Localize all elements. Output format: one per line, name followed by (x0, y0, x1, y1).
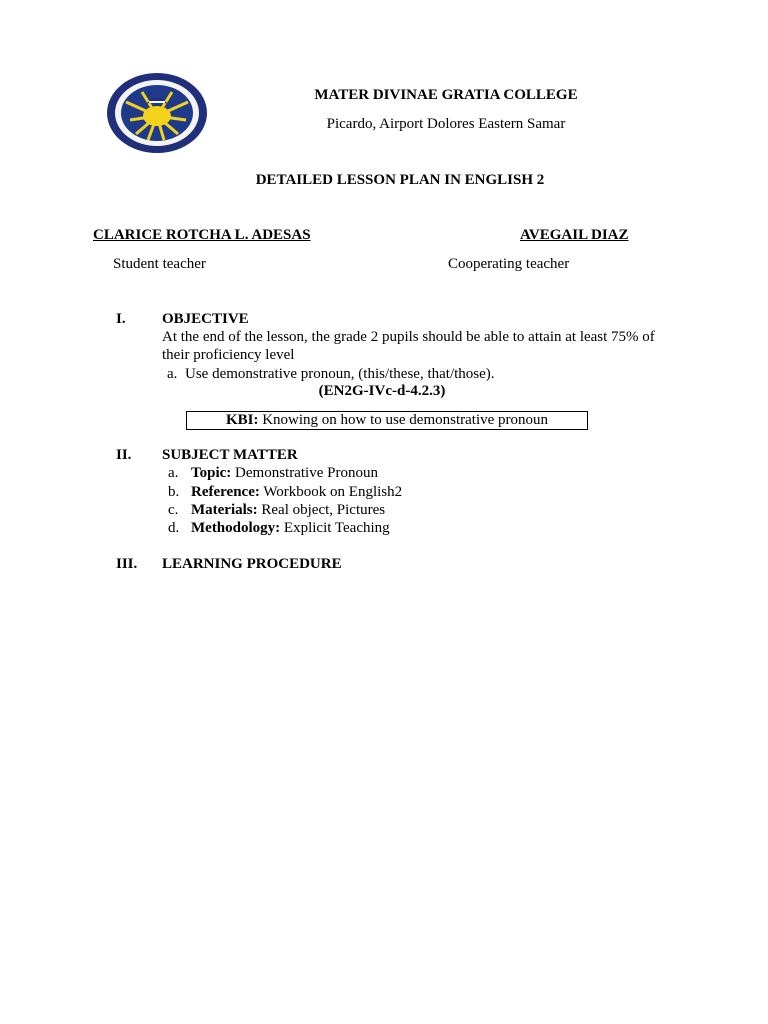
objective-item-letter: a. (167, 366, 178, 382)
document-title: DETAILED LESSON PLAN IN ENGLISH 2 (255, 172, 545, 188)
list-item-letter: d. (168, 520, 180, 536)
cooperating-teacher-name: AVEGAIL DIAZ (520, 227, 629, 243)
materials-value: Real object, Pictures (261, 502, 386, 518)
topic-label: Topic: (191, 465, 232, 481)
cooperating-teacher-role: Cooperating teacher (448, 256, 570, 272)
kbi-box (186, 411, 588, 430)
list-item-letter: c. (168, 502, 179, 518)
objective-text-line-1: At the end of the lesson, the grade 2 pupils should be able to attain at least 75% of (162, 329, 655, 345)
student-teacher-role: Student teacher (113, 256, 206, 272)
section-heading-subject-matter: SUBJECT MATTER (162, 447, 298, 463)
kbi-text: Knowing on how to use demonstrative pronoun (262, 412, 549, 428)
section-heading-objective: OBJECTIVE (162, 311, 249, 327)
section-numeral-learning-procedure: III. (116, 556, 138, 572)
college-logo (106, 72, 208, 154)
section-heading-learning-procedure: LEARNING PROCEDURE (162, 556, 342, 572)
college-name: MATER DIVINAE GRATIA COLLEGE (314, 87, 578, 103)
college-address: Picardo, Airport Dolores Eastern Samar (326, 116, 566, 132)
list-item (191, 502, 385, 519)
list-item-letter: a. (168, 465, 179, 481)
objective-item-text: Use demonstrative pronoun, (this/these, that/those). (185, 366, 495, 382)
competency-code: (EN2G-IVc-d-4.2.3) (318, 383, 446, 399)
list-item-letter: b. (168, 484, 180, 500)
section-numeral-objective: I. (116, 311, 126, 327)
reference-value: Workbook on English2 (263, 484, 403, 500)
kbi-label: KBI: (225, 412, 259, 428)
materials-label: Materials: (191, 502, 258, 518)
list-item (191, 465, 378, 482)
reference-label: Reference: (191, 484, 260, 500)
methodology-value: Explicit Teaching (283, 520, 390, 536)
topic-value: Demonstrative Pronoun (235, 465, 378, 481)
objective-text-line-2: their proficiency level (162, 347, 295, 363)
list-item (191, 484, 402, 501)
methodology-label: Methodology: (191, 520, 281, 536)
student-teacher-name: CLARICE ROTCHA L. ADESAS (93, 227, 311, 243)
section-numeral-subject-matter: II. (116, 447, 132, 463)
list-item (191, 520, 390, 537)
